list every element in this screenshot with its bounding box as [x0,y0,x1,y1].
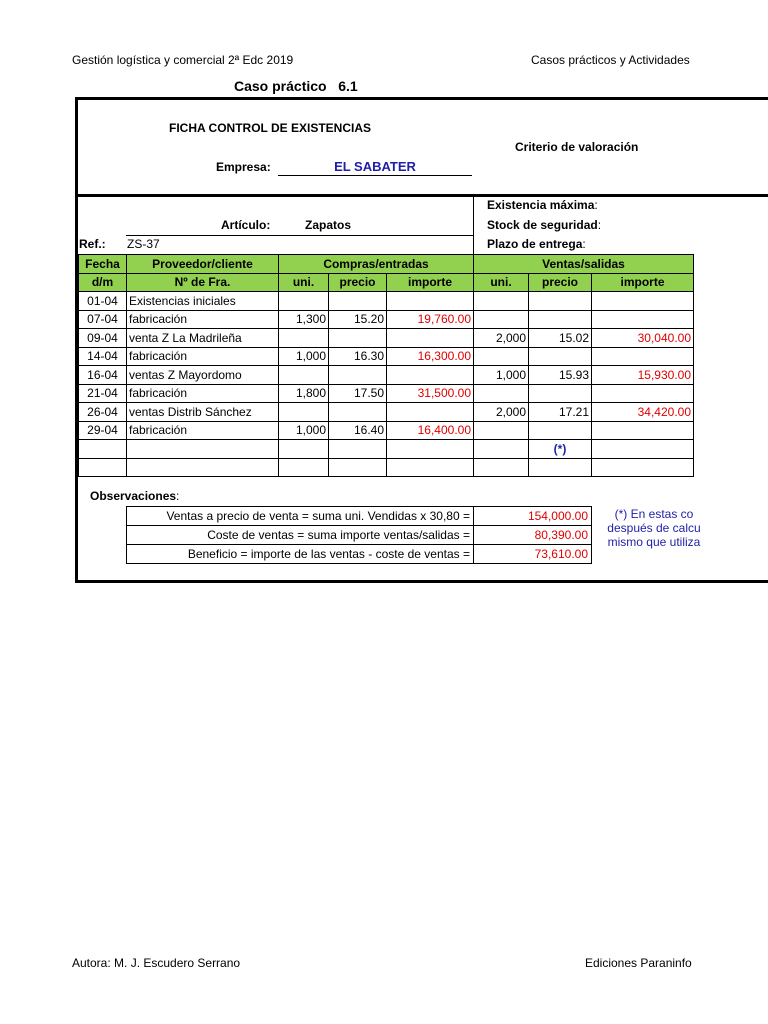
cell-uni-compras [279,292,329,311]
cell-uni-ventas: 2,000 [474,329,529,348]
cell-uni-ventas: 1,000 [474,366,529,385]
cell-uni-compras: 1,000 [279,421,329,440]
cell-uni-compras [279,458,329,477]
note-text [594,507,714,549]
cell-uni-compras [279,403,329,422]
cell-precio-ventas [529,292,592,311]
note-line: después de calcu [607,521,701,535]
cell-proveedor [127,458,279,477]
cell-proveedor: ventas Distrib Sánchez [127,403,279,422]
cell-importe-ventas: 15,930.00 [592,366,694,385]
cell-importe-compras: 16,400.00 [387,421,474,440]
cell-fecha [79,458,127,477]
cell-uni-ventas [474,421,529,440]
ref-label: Ref.: [79,237,106,251]
observacion-text: Ventas a precio de venta = suma uni. Vendidas x 30,80 = [127,507,474,526]
page-header-left: Gestión logística y comercial 2ª Edc 2019 [72,53,294,67]
cell-precio-ventas: (*) [529,440,592,459]
cell-precio-compras: 17.50 [329,384,387,403]
articulo-value: Zapatos [305,218,352,232]
cell-fecha: 01-04 [79,292,127,311]
cell-uni-ventas [474,458,529,477]
header-ventas: Ventas/salidas [474,255,694,274]
page-header-right: Casos prácticos y Actividades [531,53,690,67]
cell-precio-compras [329,458,387,477]
cell-precio-ventas: 17.21 [529,403,592,422]
cell-fecha: 26-04 [79,403,127,422]
plazo-entrega-label: Plazo de entrega: [487,237,586,251]
observaciones-table [126,506,592,564]
form-divider [75,194,768,197]
cell-fecha: 21-04 [79,384,127,403]
table-row [79,329,694,348]
cell-importe-ventas [592,292,694,311]
cell-importe-compras [387,292,474,311]
cell-importe-ventas: 30,040.00 [592,329,694,348]
cell-importe-compras: 16,300.00 [387,347,474,366]
articulo-label: Artículo: [221,218,271,232]
cell-uni-compras: 1,000 [279,347,329,366]
cell-fecha: 29-04 [79,421,127,440]
cell-precio-ventas [529,347,592,366]
table-row [79,384,694,403]
cell-importe-compras: 19,760.00 [387,310,474,329]
cell-precio-compras: 16.30 [329,347,387,366]
case-title: Caso práctico 6.1 [234,78,358,94]
cell-precio-ventas [529,384,592,403]
cell-uni-compras [279,366,329,385]
observacion-value: 73,610.00 [474,545,592,564]
cell-importe-compras [387,366,474,385]
cell-uni-compras [279,329,329,348]
subheader-fra: Nº de Fra. [127,273,279,292]
note-line: (*) En estas co [614,507,694,521]
cell-uni-ventas [474,310,529,329]
header-proveedor: Proveedor/cliente [127,255,279,274]
cell-proveedor [127,440,279,459]
cell-proveedor: Existencias iniciales [127,292,279,311]
cell-importe-ventas [592,458,694,477]
empresa-value: EL SABATER [278,159,472,176]
cell-uni-ventas [474,347,529,366]
observaciones-label: Observaciones: [90,489,180,503]
table-row [79,440,694,459]
criterio-label: Criterio de valoración [515,140,639,154]
cell-precio-ventas [529,421,592,440]
table-row [79,310,694,329]
cell-uni-ventas [474,440,529,459]
cell-proveedor: venta Z La Madrileña [127,329,279,348]
subheader-importe-compras: importe [387,273,474,292]
header-fecha: Fecha [79,255,127,274]
cell-precio-compras [329,366,387,385]
cell-precio-compras [329,292,387,311]
cell-fecha: 16-04 [79,366,127,385]
cell-uni-ventas: 2,000 [474,403,529,422]
cell-fecha: 14-04 [79,347,127,366]
cell-precio-compras: 15.20 [329,310,387,329]
cell-fecha: 07-04 [79,310,127,329]
existencia-maxima-label: Existencia máxima: [487,198,598,212]
observacion-value: 154,000.00 [474,507,592,526]
sub-header-row [79,273,694,292]
form-title: FICHA CONTROL DE EXISTENCIAS [169,121,372,135]
observacion-row [127,526,592,545]
cell-importe-compras [387,458,474,477]
cell-precio-ventas: 15.93 [529,366,592,385]
observacion-text: Coste de ventas = suma importe ventas/salidas = [127,526,474,545]
observacion-text: Beneficio = importe de las ventas - coste de ventas = [127,545,474,564]
footer-left: Autora: M. J. Escudero Serrano [72,956,241,970]
table-row [79,421,694,440]
cell-uni-compras: 1,300 [279,310,329,329]
subheader-importe-ventas: importe [592,273,694,292]
cell-precio-compras [329,403,387,422]
empresa-label: Empresa: [216,160,271,174]
cell-importe-ventas [592,384,694,403]
observacion-value: 80,390.00 [474,526,592,545]
cell-importe-ventas [592,310,694,329]
cell-importe-ventas [592,421,694,440]
cell-importe-ventas [592,347,694,366]
observacion-row [127,545,592,564]
inventory-table [78,254,694,477]
cell-precio-compras [329,329,387,348]
cell-uni-compras: 1,800 [279,384,329,403]
table-row [79,403,694,422]
cell-precio-compras [329,440,387,459]
cell-importe-compras [387,329,474,348]
observacion-row [127,507,592,526]
subheader-uni-ventas: uni. [474,273,529,292]
cell-precio-ventas: 15.02 [529,329,592,348]
cell-proveedor: fabricación [127,421,279,440]
subheader-dm: d/m [79,273,127,292]
ref-value: ZS-37 [127,237,160,251]
subheader-precio-ventas: precio [529,273,592,292]
cell-fecha: 09-04 [79,329,127,348]
table-row [79,347,694,366]
cell-proveedor: fabricación [127,384,279,403]
stock-seguridad-label: Stock de seguridad: [487,218,602,232]
footer-right: Ediciones Paraninfo [585,956,692,970]
group-header-row [79,255,694,274]
cell-importe-ventas: 34,420.00 [592,403,694,422]
cell-proveedor: fabricación [127,310,279,329]
table-row [79,458,694,477]
cell-proveedor: fabricación [127,347,279,366]
cell-importe-compras [387,403,474,422]
note-line: mismo que utiliza [607,535,701,549]
cell-importe-compras [387,440,474,459]
cell-uni-ventas [474,384,529,403]
table-row [79,292,694,311]
cell-precio-ventas [529,310,592,329]
subheader-precio-compras: precio [329,273,387,292]
cell-proveedor: ventas Z Mayordomo [127,366,279,385]
cell-precio-ventas [529,458,592,477]
subheader-uni-compras: uni. [279,273,329,292]
articulo-underline [126,235,473,236]
cell-uni-ventas [474,292,529,311]
cell-importe-compras: 31,500.00 [387,384,474,403]
cell-importe-ventas [592,440,694,459]
cell-fecha [79,440,127,459]
table-row [79,366,694,385]
form-vertical-divider [473,196,474,254]
cell-uni-compras [279,440,329,459]
header-compras: Compras/entradas [279,255,474,274]
cell-precio-compras: 16.40 [329,421,387,440]
